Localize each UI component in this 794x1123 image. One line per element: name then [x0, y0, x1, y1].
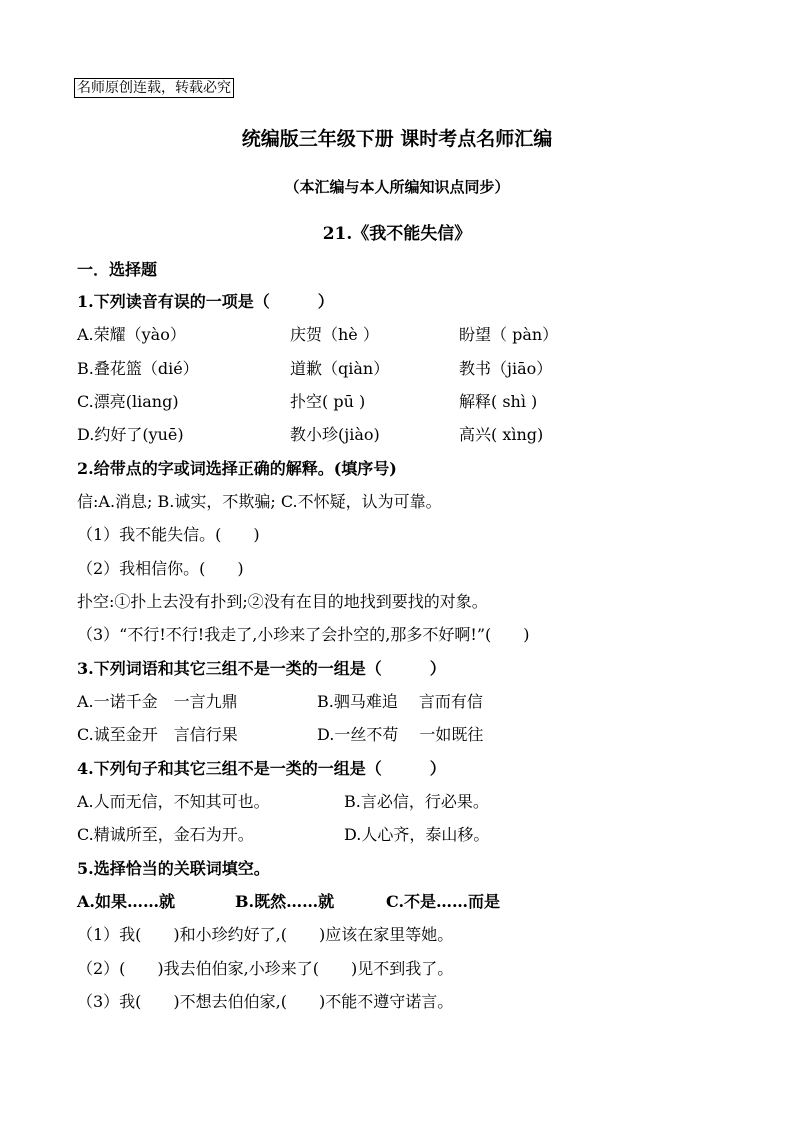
question-4-option: B.言必信，行必果。: [344, 792, 489, 811]
question-1-prompt: 1.下列读音有误的一项是（ ）: [77, 292, 334, 311]
question-5-line: （1）我( )和小珍约好了,( )应该在家里等她。: [77, 925, 454, 944]
question-2-line: 信:A.消息; B.诚实，不欺骗; C.不怀疑，认为可靠。: [77, 492, 442, 511]
question-3-prompt: 3.下列词语和其它三组不是一类的一组是（ ）: [77, 659, 446, 678]
question-1-option: D.约好了(yuē): [77, 425, 184, 444]
question-5-option: C.不是……而是: [386, 892, 501, 911]
question-5-line: （3）我( )不想去伯伯家,( )不能不遵守诺言。: [77, 992, 454, 1011]
question-1-option: 盼望（ pàn）: [459, 325, 559, 344]
copyright-stamp: 名师原创连载，转载必究: [74, 78, 234, 98]
question-4-option: A.人而无信，不知其可也。: [77, 792, 270, 811]
question-1-option: 解释( shì ): [459, 392, 538, 411]
question-1-option: 高兴( xìng): [459, 425, 544, 444]
question-1-option: B.叠花篮（dié）: [77, 359, 199, 378]
question-1-option: 教书（jiāo）: [459, 359, 553, 378]
question-2-line: 扑空:①扑上去没有扑到;②没有在目的地找到要找的对象。: [77, 592, 488, 611]
question-5-option: A.如果……就: [77, 892, 175, 911]
question-1-option: 教小珍(jiào): [290, 425, 380, 444]
question-1-option: 庆贺（hè ）: [290, 325, 379, 344]
question-2-line: （3）“不行!不行!我走了,小珍来了会扑空的,那多不好啊!”( ): [77, 625, 530, 644]
question-3-option: C.诚至金开 言信行果: [77, 725, 238, 744]
question-5-line: （2）( )我去伯伯家,小珍来了( )见不到我了。: [77, 959, 454, 978]
question-1-option: C.漂亮(liang): [77, 392, 179, 411]
question-2-line: （1）我不能失信。( ): [77, 525, 260, 544]
lesson-title: 21.《我不能失信》: [322, 224, 472, 244]
question-1-option: A.荣耀（yào）: [77, 325, 186, 344]
question-4-option: D.人心齐，泰山移。: [344, 825, 490, 844]
question-2-prompt: 2.给带点的字或词选择正确的解释。(填序号): [77, 459, 397, 478]
question-3-option: A.一诺千金 一言九鼎: [77, 692, 238, 711]
question-5-option: B.既然……就: [235, 892, 335, 911]
question-3-option: B.驷马难追 言而有信: [317, 692, 483, 711]
question-2-line: （2）我相信你。( ): [77, 559, 244, 578]
question-3-option: D.一丝不苟 一如既往: [317, 725, 484, 744]
page-subtitle: （本汇编与本人所编知识点同步）: [284, 178, 510, 196]
question-4-option: C.精诚所至，金石为开。: [77, 825, 254, 844]
question-5-prompt: 5.选择恰当的关联词填空。: [77, 859, 270, 878]
section-heading: 一．选择题: [77, 260, 158, 279]
question-1-option: 扑空( pū ): [290, 392, 366, 411]
question-4-prompt: 4.下列句子和其它三组不是一类的一组是（ ）: [77, 759, 446, 778]
page-title: 统编版三年级下册 课时考点名师汇编: [241, 128, 553, 150]
question-1-option: 道歉（qiàn）: [290, 359, 390, 378]
